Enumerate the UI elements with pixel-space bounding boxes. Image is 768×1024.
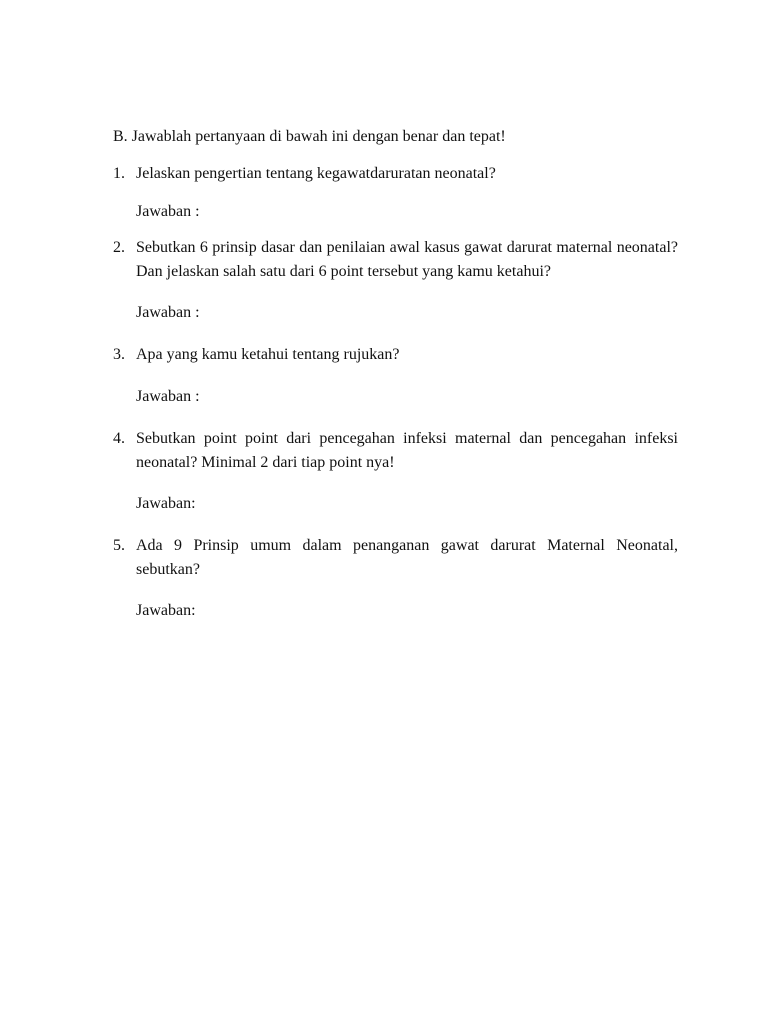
question-item-4 xyxy=(113,427,678,475)
question-item-3 xyxy=(113,343,678,367)
question-text: Sebutkan point point dari pencegahan infeksi maternal dan pencegahan infeksi neonatal? Minimal 2 dari tiap point nya! xyxy=(136,430,678,471)
question-number: 4. xyxy=(113,430,125,447)
answer-label-3: Jawaban : xyxy=(136,388,200,405)
question-item-5 xyxy=(113,534,678,582)
question-item-2 xyxy=(113,236,678,284)
question-number: 2. xyxy=(113,239,125,256)
question-text: Apa yang kamu ketahui tentang rujukan? xyxy=(136,346,400,363)
question-number: 5. xyxy=(113,537,125,554)
question-text: Jelaskan pengertian tentang kegawatdaruratan neonatal? xyxy=(136,165,496,182)
section-heading: B. Jawablah pertanyaan di bawah ini dengan benar dan tepat! xyxy=(113,128,506,145)
answer-label-5: Jawaban: xyxy=(136,602,196,619)
question-text: Sebutkan 6 prinsip dasar dan penilaian awal kasus gawat darurat maternal neonatal? Dan jelaskan salah satu dari 6 point tersebut yang kamu ketahui? xyxy=(136,239,678,280)
question-number: 3. xyxy=(113,346,125,363)
question-text: Ada 9 Prinsip umum dalam penanganan gawat darurat Maternal Neonatal, sebutkan? xyxy=(136,537,678,578)
answer-label-4: Jawaban: xyxy=(136,495,196,512)
answer-label-1: Jawaban : xyxy=(136,203,200,220)
answer-label-2: Jawaban : xyxy=(136,304,200,321)
question-item-1 xyxy=(113,162,678,186)
question-number: 1. xyxy=(113,165,125,182)
